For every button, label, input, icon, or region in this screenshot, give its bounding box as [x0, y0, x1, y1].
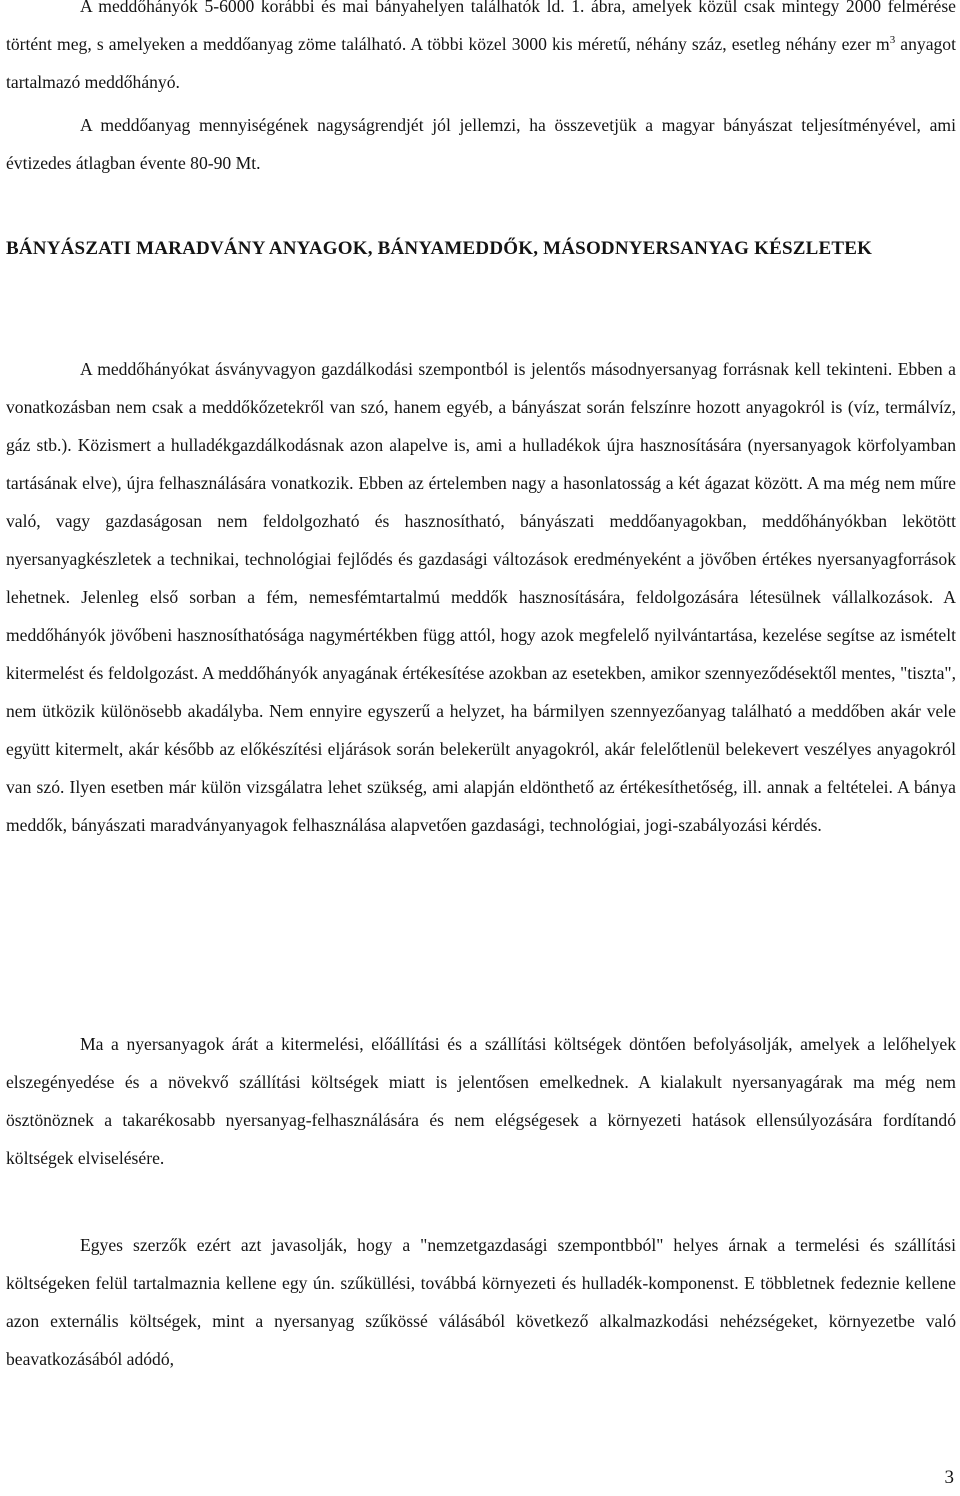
- section-heading: BÁNYÁSZATI MARADVÁNY ANYAGOK, BÁNYAMEDDŐK, MÁSODNYERSANYAG KÉSZLETEK: [6, 238, 873, 259]
- authors-text: Egyes szerzők ezért azt javasolják, hogy a "nemzetgazdasági szempontbból" helyes árnak a termelési és szállítási költségeken felül tartalmaznia kellene egy ún. szűküllési, továbbá környezeti és hulladék-komponenst. E többletnek fedeznie kellene azon externális költségek, mint a nyersanyag szűkössé válásából következő alkalmazkodási nehézségeket, környezetbe való beavatkozásából adódó,: [6, 1235, 956, 1369]
- intro-text-end: anyagot tartalmazó meddőhányó.: [6, 34, 956, 92]
- authors-paragraph: [6, 1226, 956, 1378]
- estimate-text: A meddőanyag mennyiségének nagyságrendjét jól jellemzi, ha összevetjük a magyar bányászat teljesítményével, ami évtizedes átlagban évente 80-90 Mt.: [6, 115, 956, 173]
- cubic-superscript: 3: [889, 34, 896, 46]
- intro-paragraph: [6, 0, 956, 101]
- prices-text: Ma a nyersanyagok árát a kitermelési, előállítási és a szállítási költségek döntően befolyásolják, amelyek a lelőhelyek elszegényedése és a növekvő szállítási költségek miatt is jelentősen emelkednek. A kialakult nyersanyagárak ma még nem ösztönöznek a takarékosabb nyersanyag-felhasználására és nem elégségesek a környezeti hatások ellensúlyozására fordítandó költségek elviselésére.: [6, 1034, 956, 1168]
- main-text: A meddőhányókat ásványvagyon gazdálkodási szempontból is jelentős másodnyersanyag forrásnak kell tekinteni. Ebben a vonatkozásban nem csak a meddőkőzetekről van szó, hanem egyéb, a bányászat során felszínre hozott anyagokról is (víz, termálvíz, gáz stb.). Közismert a hulladékgazdálkodásnak azon alapelve is, ami a hulladékok újra hasznosítására (nyersanyagok körfolyamban tartásának elve), újra felhasználására vonatkozik. Ebben az értelemben nagy a hasonlatosság a két ágazat között. A ma még nem műre való, vagy gazdaságosan nem feldolgozható és hasznosítható, bányászati meddőanyagokban, meddőhányókban lekötött nyersanyagkészletek a technikai, technológiai fejlődés és gazdasági változások eredményeként a jövőben értékes nyersanyagforrások lehetnek. Jelenleg első sorban a fém, nemesfémtartalmú meddők hasznosítására, feldolgozására létesülnek vállalkozások. A meddőhányók jövőbeni hasznosíthatósága nagymértékben függ attól, hogy azok megfelelő nyilvántartása, kezelése segítse az ismételt kitermelést és feldolgozást. A meddőhányók anyagának értékesítése azokban az esetekben, amikor szennyeződésektől mentes, "tiszta", nem ütközik különösebb akadályba. Nem ennyire egyszerű a helyzet, ha bármilyen szennyezőanyag található a meddőben akár vele együtt kitermelt, akár később az előkészítési eljárások során belekerült anyagokról, akár felelőtlenül belekevert veszélyes anyagokról van szó. Ilyen esetben már külön vizsgálatra lehet szükség, ami alapján eldönthető az értékesíthetőség, ill. annak a feltételei. A bánya meddők, bányászati maradványanyagok felhasználása alapvetően gazdasági, technológiai, jogi-szabályozási kérdés.: [6, 359, 956, 835]
- intro-text-main: A meddőhányók 5-6000 korábbi és mai bányahelyen találhatók ld. 1. ábra, amelyek közül csak mintegy 2000 felmérése történt meg, s amelyeken a meddőanyag zöme található. A többi közel 3000 kis méretű, néhány száz, esetleg néhány ezer m: [6, 0, 956, 54]
- page-number: 3: [944, 1467, 954, 1488]
- prices-paragraph: [6, 1025, 956, 1177]
- intro-text: [6, 0, 956, 101]
- main-paragraph: [6, 350, 956, 844]
- estimate-paragraph: [6, 106, 956, 182]
